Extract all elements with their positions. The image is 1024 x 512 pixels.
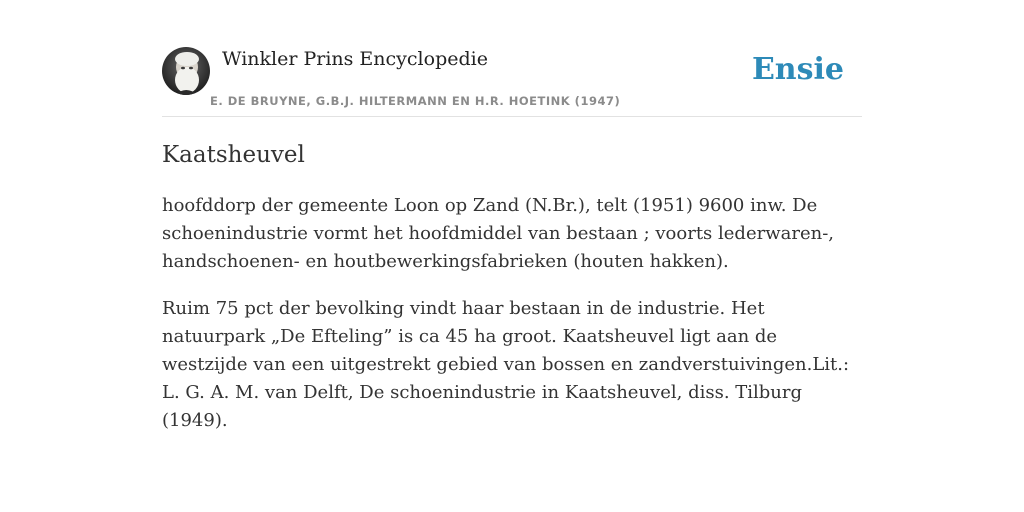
- authors-credit: E. DE BRUYNE, G.B.J. HILTERMANN EN H.R. HOETINK (1947): [210, 94, 621, 108]
- site-title[interactable]: Winkler Prins Encyclopedie: [222, 48, 488, 70]
- article: [162, 140, 862, 454]
- ensie-logo[interactable]: Ensie: [751, 52, 844, 87]
- article-paragraph: hoofddorp der gemeente Loon op Zand (N.Br.), telt (1951) 9600 inw. De schoenindustrie vormt het hoofdmiddel van bestaan ; voorts lederwaren-, handschoenen- en houtbewerkingsfabrieken (houten hakken).: [162, 195, 834, 272]
- page-header: [162, 42, 862, 117]
- article-title: Kaatsheuvel: [162, 142, 305, 168]
- portrait-avatar-icon[interactable]: [162, 47, 210, 95]
- article-paragraph: Ruim 75 pct der bevolking vindt haar bestaan in de industrie. Het natuurpark „De Efteling” is ca 45 ha groot. Kaatsheuvel ligt aan de westzijde van een uitgestrekt gebied van bossen en zandverstuivingen.Lit.: L. G. A. M. van Delft, De schoenindustrie in Kaatsheuvel, diss. Tilburg (1949).: [162, 298, 850, 431]
